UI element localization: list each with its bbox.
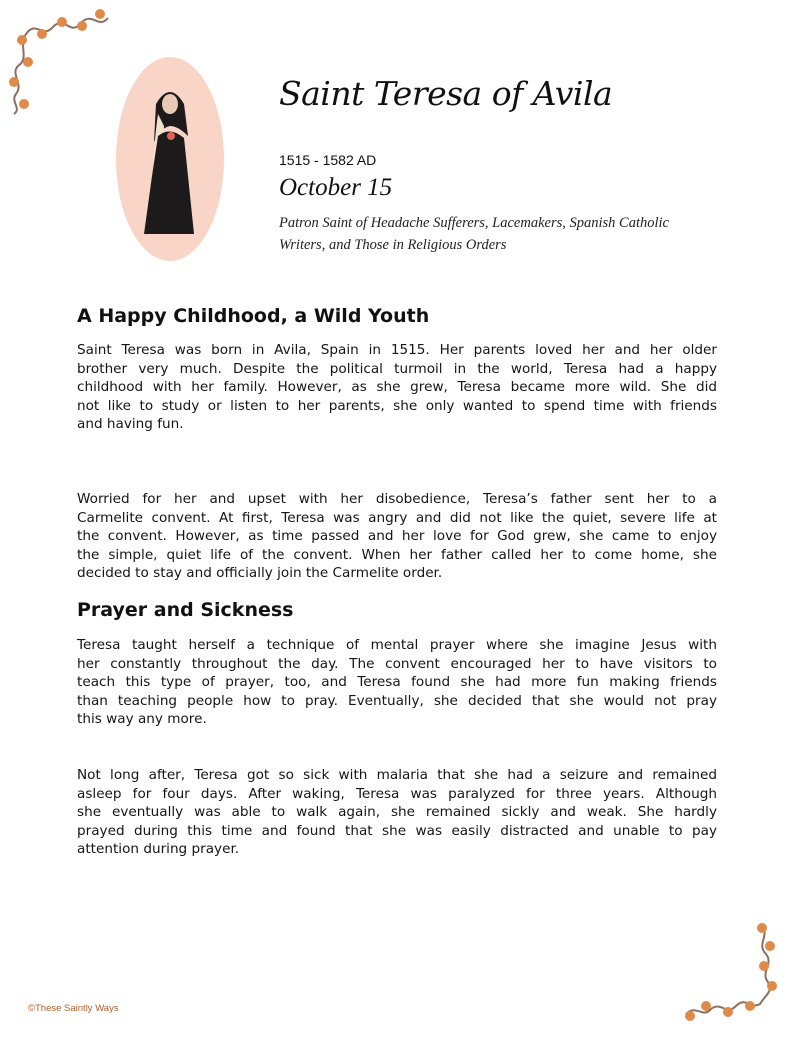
feast-day: October 15 bbox=[279, 174, 393, 201]
text-line: teach this type of prayer, too, and Teresa found she had more fun making friends bbox=[77, 674, 717, 691]
text-line: Teresa taught herself a technique of mental prayer where she imagine Jesus with bbox=[77, 637, 717, 653]
paragraph bbox=[77, 636, 717, 729]
floral-vine-decoration-top-left bbox=[0, 0, 120, 120]
life-years: 1515 - 1582 AD bbox=[279, 152, 377, 168]
page-title: Saint Teresa of Avila bbox=[279, 74, 613, 113]
text-line: Not long after, Teresa got so sick with malaria that she had a seizure and remained bbox=[77, 767, 717, 783]
patronage-text: Patron Saint of Headache Sufferers, Lacemakers, Spanish Catholic Writers, and Those in Religious Orders bbox=[279, 215, 669, 253]
text-line: she eventually was able to walk again, she remained sickly and weak. She hardly bbox=[77, 804, 717, 821]
paragraph bbox=[77, 490, 717, 583]
saint-portrait bbox=[114, 56, 226, 262]
paragraph bbox=[77, 766, 717, 859]
text-line: Carmelite convent. At first, Teresa was angry and did not like the quiet, severe life at bbox=[77, 509, 717, 526]
text-line: brother very much. Despite the political turmoil in the world, Teresa had a happy bbox=[77, 360, 717, 377]
text-line: not like to study or listen to her parents, she only wanted to spend time with friends bbox=[77, 397, 717, 414]
copyright-footer: ©These Saintly Ways bbox=[28, 1003, 119, 1014]
floral-vine-decoration-bottom-right bbox=[680, 920, 790, 1030]
text-line: and having fun. bbox=[77, 416, 184, 433]
paragraph bbox=[77, 341, 717, 434]
text-line: prayed during this time and found that she was easily distracted and unable to pay bbox=[77, 822, 717, 839]
text-line: asleep for four days. After waking, Teresa was paralyzed for three years. Although bbox=[77, 785, 717, 802]
text-line: this way any more. bbox=[77, 711, 207, 728]
section-heading: A Happy Childhood, a Wild Youth bbox=[77, 305, 430, 327]
text-line: decided to stay and officially join the Carmelite order. bbox=[77, 565, 443, 582]
section-heading: Prayer and Sickness bbox=[77, 599, 294, 621]
text-line: childhood with her family. However, as she grew, Teresa became more wild. She did bbox=[77, 379, 717, 396]
text-line: Worried for her and upset with her disobedience, Teresa’s father sent her to a bbox=[77, 491, 717, 507]
text-line: than teaching people how to pray. Eventually, she decided that she would not pray bbox=[77, 692, 717, 709]
text-line: the simple, quiet life of the convent. When her father called her to come home, she bbox=[77, 546, 717, 563]
text-line: her constantly throughout the day. The convent encouraged her to have visitors to bbox=[77, 655, 717, 672]
text-line: Saint Teresa was born in Avila, Spain in 1515. Her parents loved her and her older bbox=[77, 342, 717, 358]
text-line: attention during prayer. bbox=[77, 841, 240, 858]
text-line: the convent. However, as time passed and her love for God grew, she came to enjoy bbox=[77, 528, 717, 545]
